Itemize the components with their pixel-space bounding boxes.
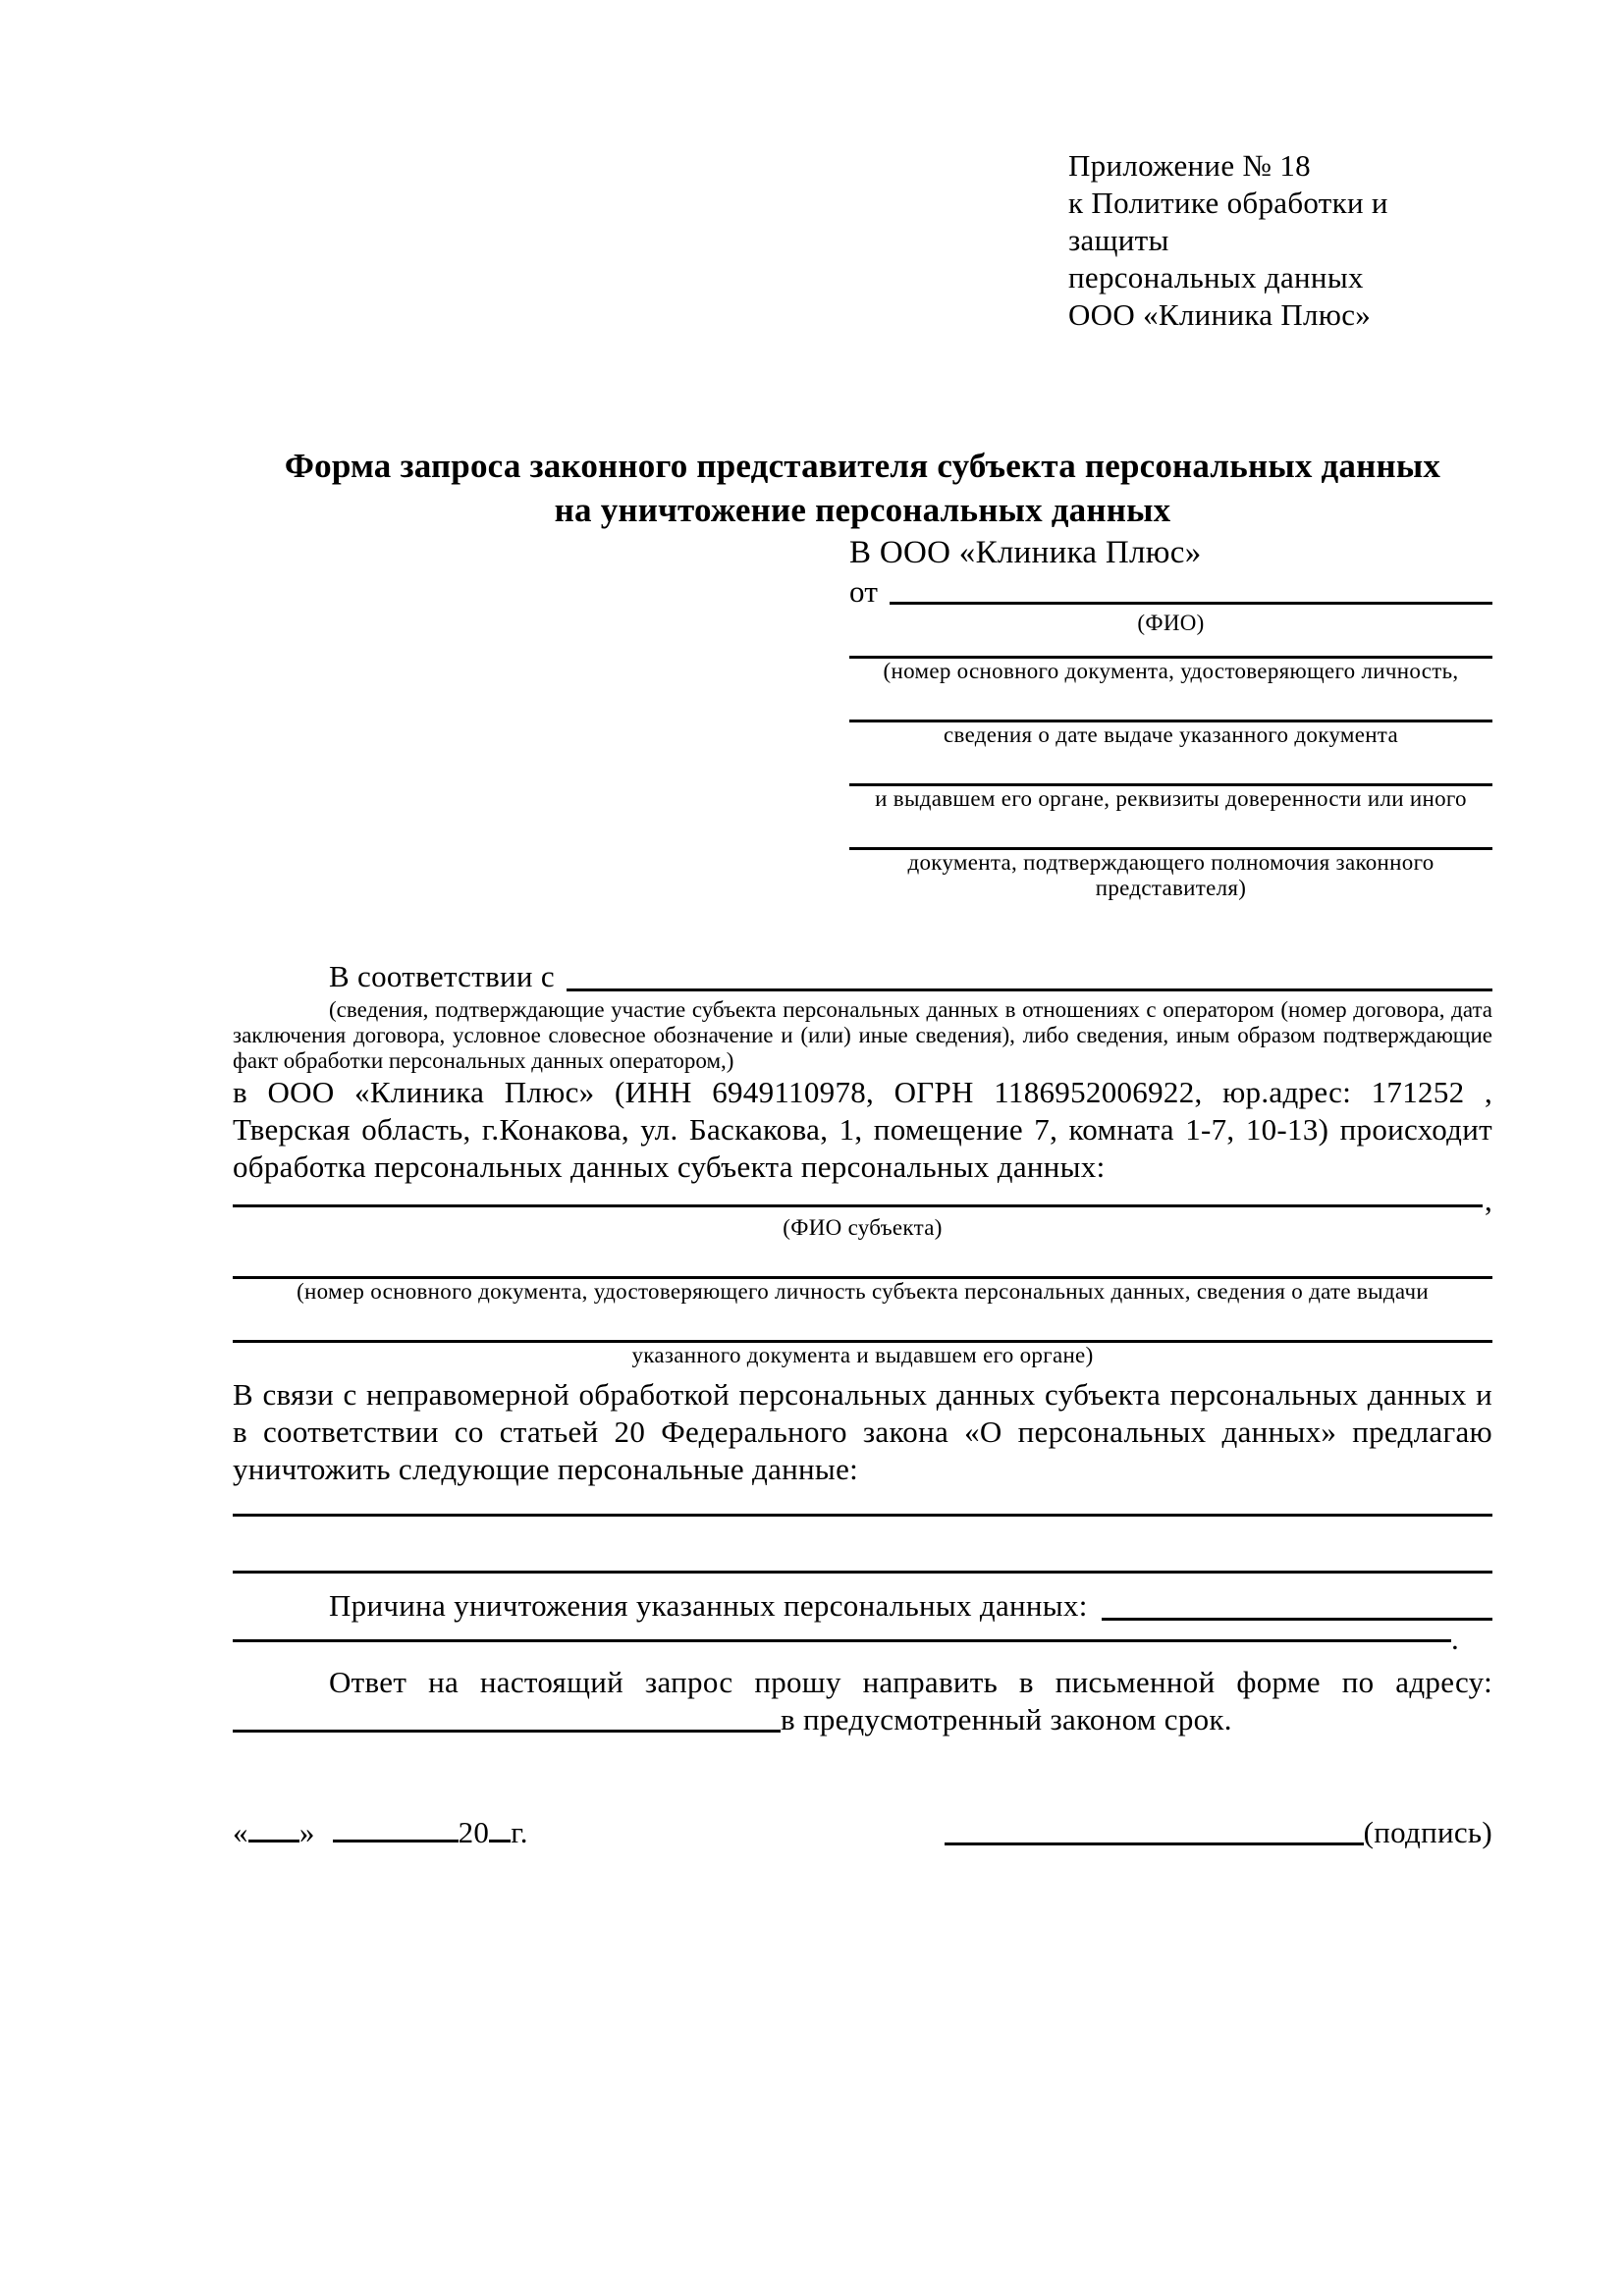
appendix-line-4: ООО «Клиника Плюс» <box>1068 297 1372 332</box>
form-title <box>233 444 1492 532</box>
reason-blank-line-2 <box>233 1639 1451 1642</box>
year-blank-line <box>489 1840 511 1842</box>
appendix-line-2: к Политике обработки и защиты <box>1068 186 1388 257</box>
accordance-label: В соответствии с <box>329 959 555 993</box>
month-blank-line <box>333 1840 459 1842</box>
date-signature-row <box>233 1812 1492 1853</box>
from-blank-line <box>890 573 1492 605</box>
appendix-note <box>1068 147 1492 334</box>
representative-doc-caption-2: сведения о дате выдаче указанного документа <box>944 722 1398 747</box>
appendix-line-1: Приложение № 18 <box>1068 148 1311 183</box>
date-field <box>233 1812 528 1853</box>
trailing-comma: , <box>1484 1183 1492 1217</box>
open-quote: « <box>233 1815 248 1849</box>
fio-caption: (ФИО) <box>1137 611 1205 635</box>
subject-doc-caption-1: (номер основного документа, удостоверяющего личность субъекта персональных данных, сведения о дате выдачи <box>297 1279 1429 1304</box>
reply-tail-text: в предусмотренный законом срок. <box>781 1702 1232 1736</box>
data-to-destroy-blank-line-2 <box>233 1571 1492 1574</box>
unlawful-processing-paragraph: В связи с неправомерной обработкой персональных данных субъекта персональных данных и в соответствии со статьей 20 Федерального закона «О персональных данных» предлагаю уничтожить следующие персональные данные: <box>233 1377 1492 1486</box>
reason-label: Причина уничтожения указанных персональных данных: <box>329 1588 1088 1623</box>
from-field <box>849 573 1492 611</box>
appendix-line-3: персональных данных <box>1068 260 1364 294</box>
trailing-period: . <box>1450 1622 1459 1656</box>
reply-paragraph: Ответ на настоящий запрос прошу направить в письменной форме по адресу: <box>329 1665 1492 1699</box>
representative-doc-caption-1: (номер основного документа, удостоверяющего личность, <box>883 659 1459 683</box>
year-suffix: г. <box>511 1815 528 1849</box>
signature-blank-line <box>945 1812 1364 1845</box>
subject-fio-blank-line <box>233 1204 1483 1207</box>
subject-fio-field <box>233 1183 1492 1217</box>
representative-doc-caption-4: документа, подтверждающего полномочия законного представителя) <box>907 850 1435 900</box>
reason-field <box>233 1585 1492 1627</box>
form-title-line-1: Форма запроса законного представителя субъекта персональных данных <box>284 447 1441 485</box>
accordance-blank-line <box>567 956 1492 991</box>
close-quote: » <box>298 1815 315 1849</box>
day-blank-line <box>248 1840 299 1842</box>
signature-field <box>945 1812 1492 1853</box>
reason-blank-line <box>1102 1585 1492 1621</box>
recipient-org: В ООО «Клиника Плюс» <box>849 535 1202 570</box>
address-blank-line <box>233 1701 781 1733</box>
data-to-destroy-blank-line-1 <box>233 1514 1492 1517</box>
subject-fio-caption: (ФИО субъекта) <box>783 1215 943 1240</box>
reason-continuation-field <box>233 1622 1459 1656</box>
year-prefix: 20 <box>458 1815 490 1849</box>
accordance-field <box>233 956 1492 997</box>
reply-address-field <box>233 1701 1492 1738</box>
signature-caption: (подпись) <box>1363 1815 1492 1849</box>
representative-doc-caption-3: и выдавшем его органе, реквизиты доверенности или иного <box>875 786 1467 811</box>
operator-paragraph: в ООО «Клиника Плюс» (ИНН 6949110978, ОГРН 1186952006922, юр.адрес: 171252 , Тверская область, г.Конакова, ул. Баскакова, 1, помещение 7, комната 1-7, 10-13) происходит обработка персональных данных субъекта персональных данных: <box>233 1075 1492 1184</box>
subject-doc-caption-2: указанного документа и выдавшем его органе) <box>631 1343 1094 1367</box>
accordance-caption: (сведения, подтверждающие участие субъекта персональных данных в отношениях с оператором (номер договора, дата заключения договора, условное словесное обозначение и (или) иные сведения), либо сведения, иным образом подтверждающие факт обработки персональных данных оператором,) <box>233 997 1492 1073</box>
form-title-line-2: на уничтожение персональных данных <box>554 491 1171 529</box>
recipient-block <box>849 532 1492 901</box>
from-label: от <box>849 574 879 609</box>
